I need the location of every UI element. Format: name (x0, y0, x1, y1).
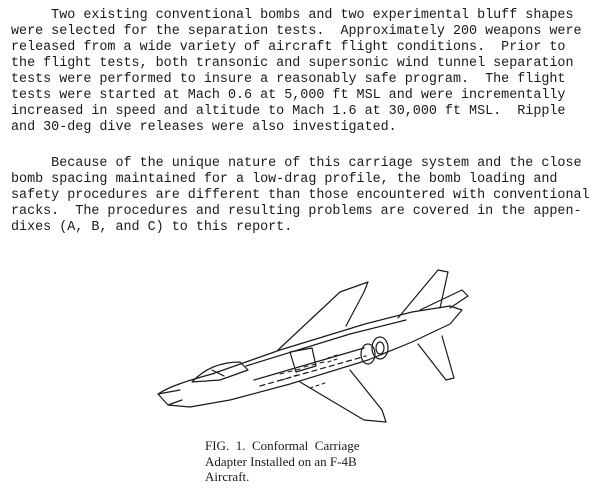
aircraft-illustration (150, 262, 480, 432)
text-line: were selected for the separation tests. Approximately 200 weapons were (11, 24, 582, 39)
text-line: and 30-deg dive releases were also investigated. (11, 120, 397, 135)
caption-line: FIG. 1. Conformal Carriage (205, 438, 360, 453)
text-line: tests were performed to insure a reasonably safe program. The flight (11, 72, 566, 87)
figure-caption (205, 438, 425, 485)
caption-line: Aircraft. (205, 469, 250, 484)
stabilizer-lower (418, 336, 454, 380)
text-line: released from a wide variety of aircraft flight conditions. Prior to (11, 40, 566, 55)
paragraph-separation-tests (11, 8, 591, 136)
paragraph-carriage-system (11, 156, 591, 236)
fuselage-outline (158, 306, 462, 407)
text-line: bomb spacing maintained for a low-drag profile, the bomb loading and (11, 172, 558, 187)
text-line: Two existing conventional bombs and two experimental bluff shapes (11, 8, 574, 23)
text-line: the flight tests, both transonic and supersonic wind tunnel separation (11, 56, 574, 71)
canopy (192, 362, 248, 382)
text-line: dixes (A, B, and C) to this report. (11, 220, 293, 235)
text-line: safety procedures are different than those encountered with conventional (11, 188, 590, 203)
wing-right (278, 282, 368, 350)
text-line: Because of the unique nature of this carriage system and the close (11, 156, 582, 171)
text-line: increased in speed and altitude to Mach 1.6 at 30,000 ft MSL. Ripple (11, 104, 566, 119)
caption-line: Adapter Installed on an F-4B (205, 453, 357, 469)
text-line: racks. The procedures and resulting problems are covered in the appen- (11, 204, 582, 219)
bomb-marks (280, 355, 337, 388)
text-line: tests were started at Mach 0.6 at 5,000 ft MSL and were incrementally (11, 88, 566, 103)
wing-left (300, 370, 386, 422)
